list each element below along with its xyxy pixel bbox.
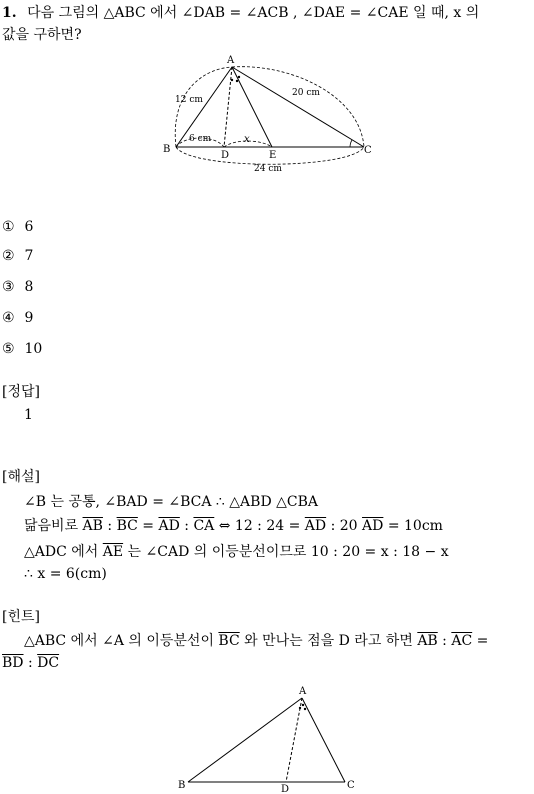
- hint-header: [힌트]: [2, 609, 40, 625]
- choice-2[interactable]: ② 7: [2, 248, 34, 264]
- choice-1[interactable]: ① 6: [2, 219, 34, 235]
- problem-line-1: [2, 2, 479, 22]
- label-bc-length: 24 cm: [254, 164, 282, 174]
- label-a: A: [227, 55, 235, 66]
- label-ab-length: 12 cm: [175, 95, 203, 105]
- segment-ad: [224, 67, 232, 147]
- problem-line-2: 값을 구하면?: [2, 27, 82, 43]
- solution-line-2: 닮음비로 $\overline{AB}$ : $\overline{BC} = \overline{AD}$ : $\overline{CA}$ ⇔ 12 : $24 = \overline{AD}$ : 20 $\overline{AD} = 10cm$: [24, 518, 443, 534]
- label-d: D: [221, 150, 230, 161]
- segment-ad-2: [286, 698, 302, 782]
- choice-3[interactable]: ③ 8: [2, 279, 34, 295]
- answer-header: [정답]: [2, 384, 40, 400]
- label-b-2: B: [178, 780, 186, 791]
- problem-text: 다음 그림의 △ABC 에서 ∠DAB = ∠ACB , ∠DAE = ∠CAE 일 때, x 의: [27, 5, 480, 21]
- solution-line-4: ∴ x = 6(cm): [24, 566, 107, 582]
- answer-value: 1: [24, 407, 33, 423]
- label-e: E: [269, 150, 277, 161]
- solution-line-3: △ADC 에서 $\overline{AE}$ 는 ∠CAD 의 이등분선이므로 10 : 20 = x : 18 − x: [24, 544, 449, 560]
- side-ac-2: [302, 698, 345, 782]
- triangle-figure-2: [170, 684, 370, 794]
- hint-line-1: △ABC 에서 ∠A 의 이등분선이 $\overline{BC}$ 와 만나는 점을 D 라고 하면 $\overline{AB}$ : $\overline{AC}$ =: [24, 633, 489, 649]
- label-bd-length: 6 cm: [189, 134, 212, 144]
- solution-line-1: ∠B 는 공통, ∠BAD = ∠BCA ∴ △ABD △CBA: [24, 494, 319, 510]
- label-d-2: D: [281, 784, 290, 794]
- choice-5[interactable]: ⑤ 10: [2, 341, 43, 357]
- triangle-figure-1: [160, 55, 380, 205]
- choice-4[interactable]: ④ 9: [2, 310, 34, 326]
- label-ac-length: 20 cm: [292, 88, 320, 98]
- label-x: x: [244, 134, 250, 145]
- label-c-2: C: [347, 780, 355, 791]
- label-a-2: A: [299, 686, 307, 697]
- solution-header: [해설]: [2, 469, 40, 485]
- label-b: B: [163, 144, 171, 155]
- side-ab-2: [188, 698, 302, 782]
- problem-number: 1.: [2, 5, 17, 21]
- label-c: C: [364, 145, 372, 156]
- hint-line-2: $\overline{BD}$ : $\overline{DC}$: [2, 655, 60, 671]
